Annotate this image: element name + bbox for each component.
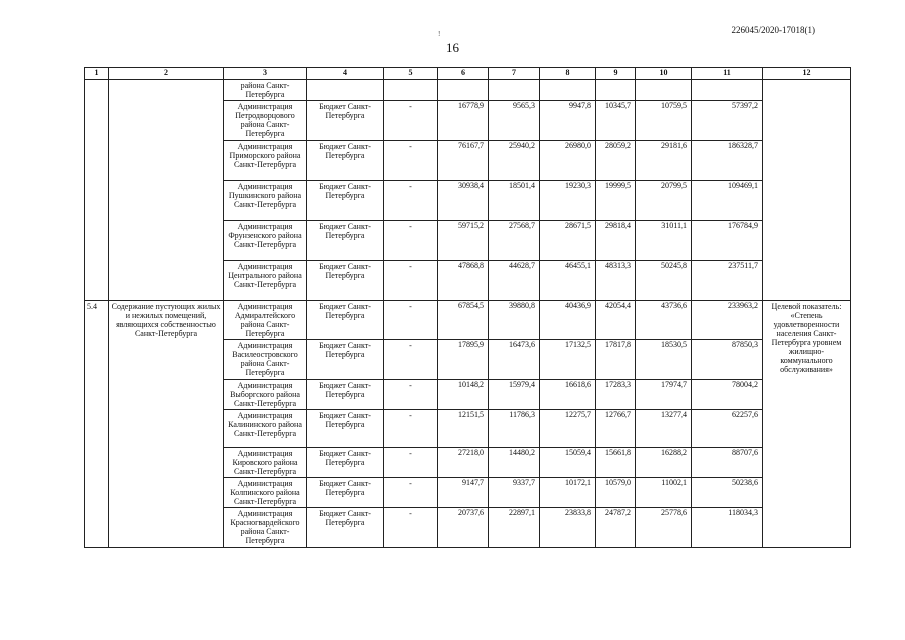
empty-indicator-cell	[763, 80, 851, 301]
value-cell-v11: 237511,7	[692, 261, 763, 301]
value-cell-v6: 10148,2	[438, 380, 489, 410]
value-cell-v7: 22897,1	[489, 508, 540, 548]
value-cell-v10: 18530,5	[636, 340, 692, 380]
target-indicator: Целевой показатель: «Степень удовлетворенности населения Санкт-Петербурга уровнем жилищно-коммунального обслуживания»	[763, 301, 851, 548]
col-header: 5	[384, 68, 438, 80]
dash-cell	[384, 80, 438, 101]
admin-cell: Администрация Красногвардейского района Санкт-Петербурга	[224, 508, 307, 548]
empty-title-cell	[109, 80, 224, 301]
dash-cell: -	[384, 261, 438, 301]
value-cell-v9	[596, 80, 636, 101]
value-cell-v11: 186328,7	[692, 141, 763, 181]
budget-source-cell: Бюджет Санкт-Петербурга	[307, 221, 384, 261]
budget-source-cell: Бюджет Санкт-Петербурга	[307, 101, 384, 141]
document-code: 226045/2020-17018(1)	[731, 25, 815, 35]
value-cell-v11: 87850,3	[692, 340, 763, 380]
section-number: 5.4	[85, 301, 109, 548]
budget-source-cell: Бюджет Санкт-Петербурга	[307, 301, 384, 340]
value-cell-v9: 48313,3	[596, 261, 636, 301]
value-cell-v8: 19230,3	[540, 181, 596, 221]
value-cell-v8: 17132,5	[540, 340, 596, 380]
table-row	[85, 80, 851, 101]
value-cell-v8: 15059,4	[540, 448, 596, 478]
col-header: 8	[540, 68, 596, 80]
value-cell-v6: 27218,0	[438, 448, 489, 478]
budget-source-cell: Бюджет Санкт-Петербурга	[307, 478, 384, 508]
value-cell-v6: 76167,7	[438, 141, 489, 181]
value-cell-v9: 10345,7	[596, 101, 636, 141]
value-cell-v11: 118034,3	[692, 508, 763, 548]
value-cell-v8: 23833,8	[540, 508, 596, 548]
value-cell-v7: 25940,2	[489, 141, 540, 181]
col-header: 4	[307, 68, 384, 80]
col-header: 6	[438, 68, 489, 80]
dash-cell: -	[384, 301, 438, 340]
admin-cell: Администрация Калининского района Санкт-Петербурга	[224, 410, 307, 448]
budget-source-cell: Бюджет Санкт-Петербурга	[307, 410, 384, 448]
value-cell-v9: 42054,4	[596, 301, 636, 340]
value-cell-v10: 10759,5	[636, 101, 692, 141]
value-cell-v7: 9337,7	[489, 478, 540, 508]
value-cell-v9: 17283,3	[596, 380, 636, 410]
value-cell-v10: 17974,7	[636, 380, 692, 410]
value-cell-v6: 30938,4	[438, 181, 489, 221]
value-cell-v7: 11786,3	[489, 410, 540, 448]
value-cell-v7: 27568,7	[489, 221, 540, 261]
dash-cell: -	[384, 508, 438, 548]
admin-cell: Администрация Василеостровского района Санкт-Петербурга	[224, 340, 307, 380]
value-cell-v9: 10579,0	[596, 478, 636, 508]
admin-cell: Администрация Приморского района Санкт-Петербурга	[224, 141, 307, 181]
col-header: 2	[109, 68, 224, 80]
value-cell-v6: 9147,7	[438, 478, 489, 508]
admin-cell: района Санкт-Петербурга	[224, 80, 307, 101]
dash-cell: -	[384, 101, 438, 141]
value-cell-v10: 31011,1	[636, 221, 692, 261]
value-cell-v11: 88707,6	[692, 448, 763, 478]
value-cell-v10: 29181,6	[636, 141, 692, 181]
col-header: 9	[596, 68, 636, 80]
value-cell-v8: 9947,8	[540, 101, 596, 141]
value-cell-v9: 19999,5	[596, 181, 636, 221]
col-header: 11	[692, 68, 763, 80]
budget-source-cell: Бюджет Санкт-Петербурга	[307, 181, 384, 221]
value-cell-v9: 12766,7	[596, 410, 636, 448]
value-cell-v9: 15661,8	[596, 448, 636, 478]
value-cell-v10: 13277,4	[636, 410, 692, 448]
table-row	[85, 301, 851, 340]
value-cell-v8: 26980,0	[540, 141, 596, 181]
budget-source-cell: Бюджет Санкт-Петербурга	[307, 380, 384, 410]
col-header: 10	[636, 68, 692, 80]
value-cell-v8: 46455,1	[540, 261, 596, 301]
empty-num-cell	[85, 80, 109, 301]
value-cell-v11: 50238,6	[692, 478, 763, 508]
value-cell-v7: 39880,8	[489, 301, 540, 340]
dash-cell: -	[384, 340, 438, 380]
value-cell-v6: 16778,9	[438, 101, 489, 141]
value-cell-v9: 17817,8	[596, 340, 636, 380]
value-cell-v10: 16288,2	[636, 448, 692, 478]
value-cell-v6: 59715,2	[438, 221, 489, 261]
col-header: 7	[489, 68, 540, 80]
value-cell-v9: 28059,2	[596, 141, 636, 181]
dash-cell: -	[384, 410, 438, 448]
budget-source-cell: Бюджет Санкт-Петербурга	[307, 508, 384, 548]
budget-source-cell: Бюджет Санкт-Петербурга	[307, 141, 384, 181]
value-cell-v8: 28671,5	[540, 221, 596, 261]
value-cell-v7: 14480,2	[489, 448, 540, 478]
col-header: 1	[85, 68, 109, 80]
value-cell-v7: 16473,6	[489, 340, 540, 380]
value-cell-v7: 44628,7	[489, 261, 540, 301]
value-cell-v10	[636, 80, 692, 101]
value-cell-v6: 20737,6	[438, 508, 489, 548]
admin-cell: Администрация Выборгского района Санкт-Петербурга	[224, 380, 307, 410]
dash-cell: -	[384, 181, 438, 221]
value-cell-v8: 16618,6	[540, 380, 596, 410]
admin-cell: Администрация Кировского района Санкт-Петербурга	[224, 448, 307, 478]
admin-cell: Администрация Центрального района Санкт-Петербурга	[224, 261, 307, 301]
value-cell-v6: 12151,5	[438, 410, 489, 448]
value-cell-v10: 25778,6	[636, 508, 692, 548]
admin-cell: Администрация Адмиралтейского района Санкт-Петербурга	[224, 301, 307, 340]
value-cell-v9: 29818,4	[596, 221, 636, 261]
value-cell-v6: 17895,9	[438, 340, 489, 380]
section-title: Содержание пустующих жилых и нежилых помещений, являющихся собственностью Санкт-Петербурга	[109, 301, 224, 548]
col-header: 12	[763, 68, 851, 80]
value-cell-v9: 24787,2	[596, 508, 636, 548]
value-cell-v10: 11002,1	[636, 478, 692, 508]
admin-cell: Администрация Колпинского района Санкт-Петербурга	[224, 478, 307, 508]
value-cell-v11: 78004,2	[692, 380, 763, 410]
value-cell-v8: 10172,1	[540, 478, 596, 508]
value-cell-v6	[438, 80, 489, 101]
value-cell-v7	[489, 80, 540, 101]
value-cell-v7: 9565,3	[489, 101, 540, 141]
page-number: 16	[446, 40, 459, 55]
admin-cell: Администрация Фрунзенского района Санкт-Петербурга	[224, 221, 307, 261]
value-cell-v11: 176784,9	[692, 221, 763, 261]
budget-source-cell: Бюджет Санкт-Петербурга	[307, 448, 384, 478]
dash-cell: -	[384, 141, 438, 181]
value-cell-v11: 109469,1	[692, 181, 763, 221]
value-cell-v6: 47868,8	[438, 261, 489, 301]
budget-table	[84, 67, 851, 548]
value-cell-v11: 57397,2	[692, 101, 763, 141]
dash-cell: -	[384, 221, 438, 261]
value-cell-v8: 12275,7	[540, 410, 596, 448]
budget-source-cell: Бюджет Санкт-Петербурга	[307, 261, 384, 301]
budget-source-cell	[307, 80, 384, 101]
scan-mark: !	[438, 30, 441, 38]
dash-cell: -	[384, 448, 438, 478]
header-row	[85, 68, 851, 80]
value-cell-v6: 67854,5	[438, 301, 489, 340]
dash-cell: -	[384, 478, 438, 508]
value-cell-v11	[692, 80, 763, 101]
budget-source-cell: Бюджет Санкт-Петербурга	[307, 340, 384, 380]
admin-cell: Администрация Петродворцового района Санкт-Петербурга	[224, 101, 307, 141]
value-cell-v10: 43736,6	[636, 301, 692, 340]
col-header: 3	[224, 68, 307, 80]
value-cell-v7: 18501,4	[489, 181, 540, 221]
value-cell-v11: 62257,6	[692, 410, 763, 448]
value-cell-v8	[540, 80, 596, 101]
value-cell-v7: 15979,4	[489, 380, 540, 410]
value-cell-v11: 233963,2	[692, 301, 763, 340]
dash-cell: -	[384, 380, 438, 410]
value-cell-v10: 50245,8	[636, 261, 692, 301]
value-cell-v8: 40436,9	[540, 301, 596, 340]
admin-cell: Администрация Пушкинского района Санкт-Петербурга	[224, 181, 307, 221]
value-cell-v10: 20799,5	[636, 181, 692, 221]
